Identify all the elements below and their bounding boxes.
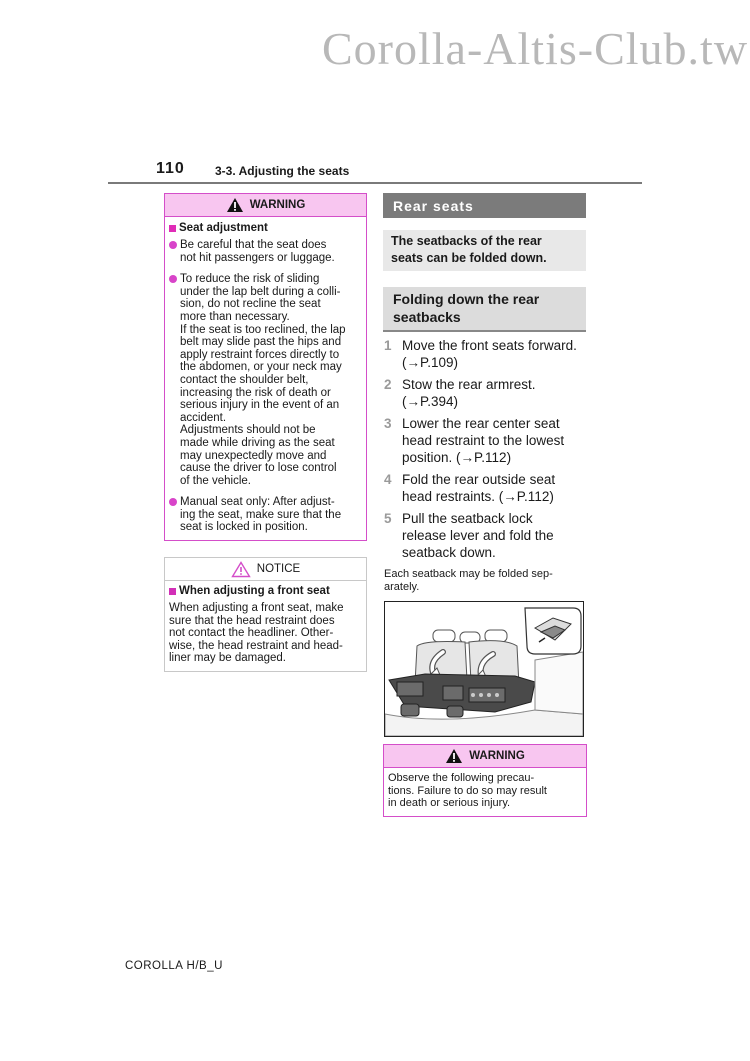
notice-header [165,558,366,581]
step-item [384,510,594,561]
warning-title: WARNING [469,750,525,762]
step-item [384,337,594,371]
step-number: 1 [384,338,392,353]
warning-body: Observe the following precau- tions. Failure to do so may result in death or serious injury. [388,772,547,809]
footer-model-code: COROLLA H/B_U [125,960,223,972]
bullet-dot-icon [169,241,177,249]
notice-triangle-icon [231,561,251,578]
step-number: 5 [384,511,392,526]
notice-body: When adjusting a front seat, make sure that the head restraint does not contact the headliner. Other- wise, the head restraint and head- liner may be damaged. [169,602,344,665]
square-bullet-icon [169,588,176,595]
warning-bullet: Be careful that the seat does not hit passengers or luggage. [169,239,362,264]
rear-seats-intro: The seatbacks of the rear seats can be folded down. [383,230,586,271]
seat-folding-illustration-icon [385,602,583,736]
step-text: Lower the rear center seat head restraint to the lowest position. (→P.112) [402,416,565,465]
step-item [384,415,594,466]
step-number: 4 [384,472,392,487]
seat-adjustment-subheading: Seat adjustment [169,222,362,234]
folding-seatbacks-heading: Folding down the rear seatbacks [383,287,586,332]
warning-bullet: To reduce the risk of sliding under the lap belt during a colli- sion, do not recline the seat more than necessary. If the seat is too reclined, the lap belt may slide past the hips and apply restraint forces directly to the abdomen, or your neck may contact the shoulder belt, increasing the risk of death or serious injury in the event of an accident. Adjustments should not be made while driving as the seat may unexpectedly move and cause the driver to lose control of the vehicle. [169,273,362,487]
rear-seats-heading: Rear seats [383,193,586,218]
warning-bullet: Manual seat only: After adjust- ing the seat, make sure that the seat is locked in position. [169,496,362,534]
warning-title: WARNING [249,199,306,211]
bullet-dot-icon [169,498,177,506]
step-text: Move the front seats forward. (→P.109) [402,338,577,370]
square-bullet-icon [169,225,176,232]
page-number: 110 [156,160,185,177]
rear-seat-illustration [384,601,584,737]
step-number: 2 [384,377,392,392]
bullet-dot-icon [169,275,177,283]
header-rule [108,182,642,184]
step-text: Pull the seatback lock release lever and fold the seatback down. [402,511,554,560]
step-item [384,471,594,505]
steps-list [384,337,594,561]
step-item [384,376,594,410]
seatback-note: Each seatback may be folded sep- arately. [384,568,553,593]
section-title: 3-3. Adjusting the seats [215,164,350,178]
watermark: Corolla-Altis-Club.tw [322,23,749,74]
seat-adjustment-warning-box [164,193,367,541]
notice-title: NOTICE [256,563,301,575]
step-number: 3 [384,416,392,431]
warning-triangle-icon [226,197,244,213]
step-text: Stow the rear armrest. (→P.394) [402,377,536,409]
rear-seat-warning-box [383,744,587,817]
notice-subheading: When adjusting a front seat [169,585,362,597]
step-text: Fold the rear outside seat head restraints. (→P.112) [402,472,556,504]
warning-header [384,745,586,768]
warning-header [165,194,366,217]
notice-box [164,557,367,672]
warning-triangle-icon [445,748,463,764]
